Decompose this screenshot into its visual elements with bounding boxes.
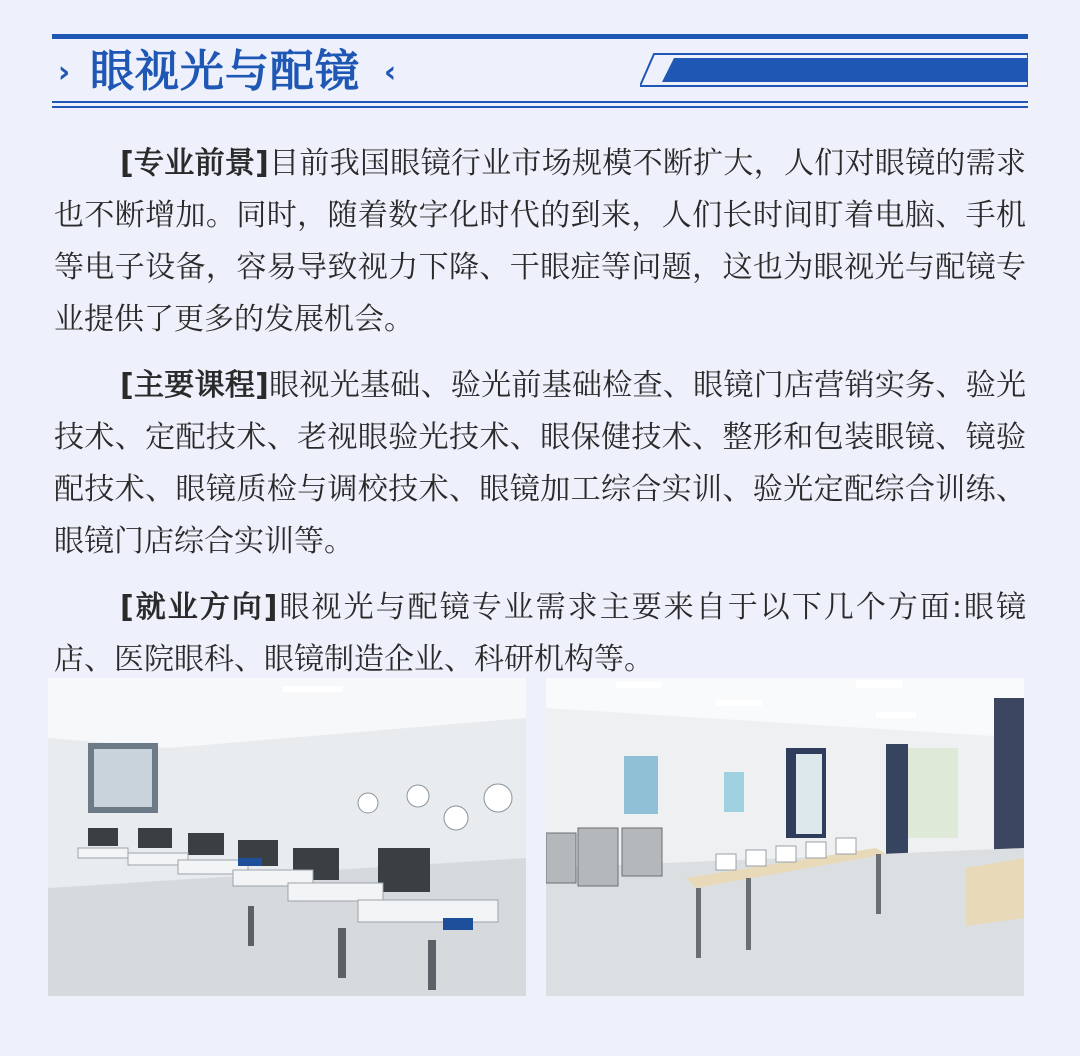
tag-label: [专业前景] — [120, 146, 269, 181]
header-stripe-decoration — [640, 52, 1028, 88]
paragraph-prospects — [54, 138, 1026, 346]
chevron-right-icon: › — [57, 54, 71, 90]
paragraph-text: 目前我国眼镜行业市场规模不断扩大，人们对眼镜的需求也不断增加。同时，随着数字化时代的到来，人们长时间盯着电脑、手机等电子设备，容易导致视力下降、干眼症等问题，这也为眼视光与配镜专业提供了更多的发展机会。 — [54, 146, 1027, 337]
section-title: 眼视光与配镜 — [90, 46, 360, 97]
paragraph-text: 眼视光基础、验光前基础检查、眼镜门店营销实务、验光技术、定配技术、老视眼验光技术、眼保健技术、整形和包装眼镜、镜验配技术、眼镜质检与调校技术、眼镜加工综合实训、验光定配综合训练、眼镜门店综合实训等。 — [54, 368, 1027, 559]
paragraph-courses — [54, 360, 1026, 568]
paragraph-employment — [54, 582, 1026, 686]
optometry-lab-photo — [48, 678, 526, 996]
paragraph-text: 眼视光与配镜专业需求主要来自于以下几个方面:眼镜店、医院眼科、眼镜制造企业、科研机构等。 — [54, 590, 1027, 677]
section-header — [52, 44, 402, 100]
chevron-left-icon: ‹ — [383, 54, 397, 90]
header-top-rule — [52, 34, 1028, 39]
tag-label: [主要课程] — [120, 368, 269, 403]
body-text — [54, 138, 1026, 700]
lens-fitting-lab-photo — [546, 678, 1024, 996]
tag-label: [就业方向] — [120, 590, 278, 625]
header-bottom-rule — [52, 101, 1028, 103]
header-bottom-rule-2 — [52, 106, 1028, 108]
